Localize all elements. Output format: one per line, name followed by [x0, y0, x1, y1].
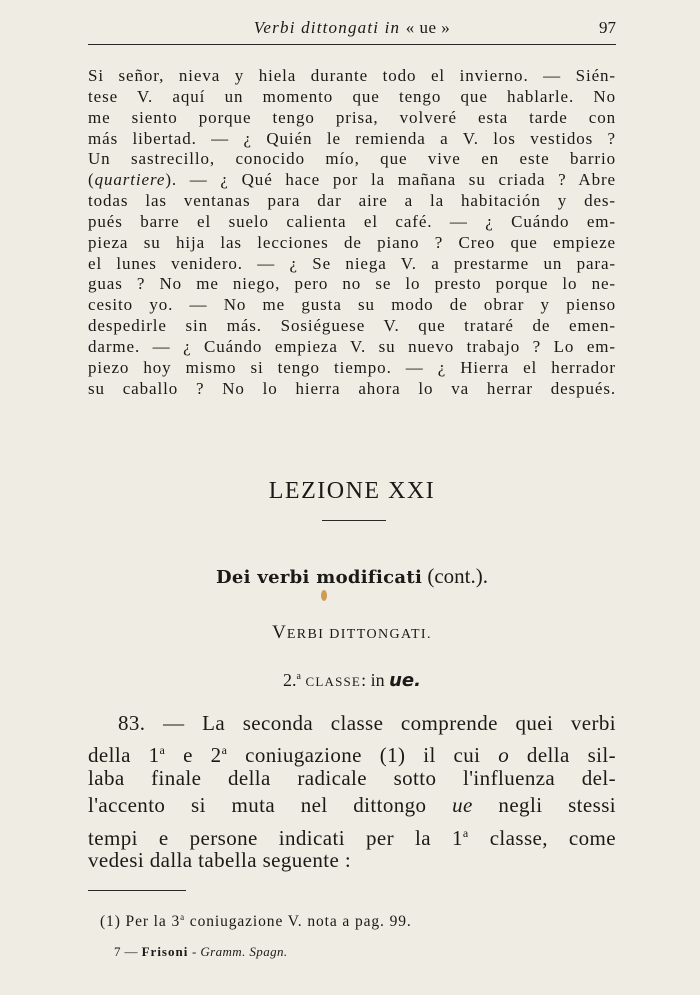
exercise-line: cesito yo. — No me gusta su modo de obrar y pienso	[88, 295, 616, 315]
exercise-line: pués barre el suelo calienta el café. — ¿ Cuándo em-	[88, 211, 616, 231]
page-number: 97	[599, 18, 616, 37]
exercise-line: el lunes venidero. — ¿ Se niega V. a prestarme un para-	[88, 253, 616, 273]
exercise-line: guas ? No me niego, pero no se lo presto porque lo ne-	[88, 274, 616, 294]
running-title-quote: « ue »	[405, 18, 451, 37]
sup: a	[462, 825, 469, 840]
footnote-text: coniugazione V. nota a pag. 99.	[185, 913, 412, 931]
text: coniugazione (1) il cui	[227, 743, 499, 768]
section-title	[88, 564, 616, 589]
footnote-rule	[88, 890, 186, 891]
exercise-line-quartiere	[88, 170, 616, 191]
lesson-title: LEZIONE XXI	[268, 478, 436, 504]
sub-title-initial: V	[272, 622, 287, 643]
text: della 1	[88, 743, 160, 768]
exercise-line: pieza su hija las lecciones de piano ? Creo que empieze	[88, 232, 616, 252]
running-head	[88, 18, 616, 44]
footnote	[100, 912, 620, 931]
sub-title-smallcaps: ERBI DITTONGATI.	[286, 627, 432, 642]
text: tempi e persone indicati per la 1	[88, 825, 463, 850]
para-line: vedesi dalla tabella seguente :	[88, 847, 352, 872]
footnote-sup: a	[180, 912, 186, 922]
class-number: 2.	[283, 670, 297, 690]
sub-title	[88, 622, 616, 644]
paren-open: (	[88, 170, 95, 190]
exercise-line: todas las ventanas para dar aire a la habitación y des-	[88, 191, 616, 211]
text: l'accento si muta nel dittongo	[88, 793, 453, 818]
sup: a	[221, 743, 228, 758]
header-rule	[88, 44, 616, 45]
para-line	[88, 792, 616, 819]
footnote-text: (1) Per la 3	[100, 913, 181, 931]
sup: a	[159, 743, 166, 758]
line-rest: ). — ¿ Qué hace por la mañana su criada ? Abre	[165, 170, 616, 190]
signature-number: 7 —	[114, 944, 138, 959]
running-title	[88, 18, 616, 38]
para-line	[88, 737, 617, 768]
exercise-line: Un sastrecillo, conocido mío, que vive en este barrio	[88, 149, 616, 169]
exercise-line: darme. — ¿ Cuándo empieza V. su nuevo trabajo ? Lo em-	[88, 336, 616, 356]
class-sup: a	[296, 671, 301, 682]
exercise-paragraph	[88, 66, 616, 400]
signature-sep: -	[188, 944, 201, 959]
exercise-line: más libertad. — ¿ Quién le remienda a V. los vestidos ?	[88, 128, 616, 148]
ink-spot	[321, 590, 327, 601]
exercise-line: tese V. aquí un momento que tengo que hablarle. No	[88, 86, 616, 106]
text: e 2	[165, 743, 222, 768]
section-title-rest: (cont.).	[427, 564, 488, 588]
para-line: 83. — La seconda classe comprende quei verbi	[118, 711, 616, 735]
class-ue: ue.	[389, 670, 421, 691]
class-word: CLASSE	[305, 674, 362, 689]
lesson-rule	[322, 520, 386, 521]
signature-author: Frisoni	[141, 944, 189, 959]
italic-letter: o	[498, 743, 510, 768]
exercise-line: me siento porque tengo prisa, volveré esta tarde con	[88, 107, 616, 127]
exercise-line: despedirle sin más. Sosiéguese V. que trataré de emen-	[88, 316, 616, 336]
signature-book: Gramm. Spagn.	[200, 944, 288, 959]
para-line	[88, 820, 616, 850]
text: negli stessi	[472, 793, 616, 818]
para-line: laba finale della radicale sotto l'influenza del-	[88, 765, 616, 790]
paragraph-83	[88, 710, 616, 874]
exercise-line: piezo hoy mismo si tengo tiempo. — ¿ Hierra el herrador	[88, 357, 616, 377]
italic-word: ue	[452, 793, 473, 818]
class-colon: : in	[361, 670, 385, 690]
exercise-line: su caballo ? No lo hierra ahora lo va herrar después.	[88, 378, 616, 398]
signature-mark	[114, 944, 514, 960]
text: della sil-	[509, 743, 617, 768]
text: classe, come	[468, 825, 616, 850]
running-title-text: Verbi dittongati in	[253, 18, 401, 37]
section-title-bold: Dei verbi modificati	[216, 567, 423, 588]
exercise-line: Si señor, nieva y hiela durante todo el invierno. — Sién-	[88, 66, 616, 85]
italic-word: quartiere	[94, 170, 166, 190]
class-heading	[88, 670, 616, 691]
